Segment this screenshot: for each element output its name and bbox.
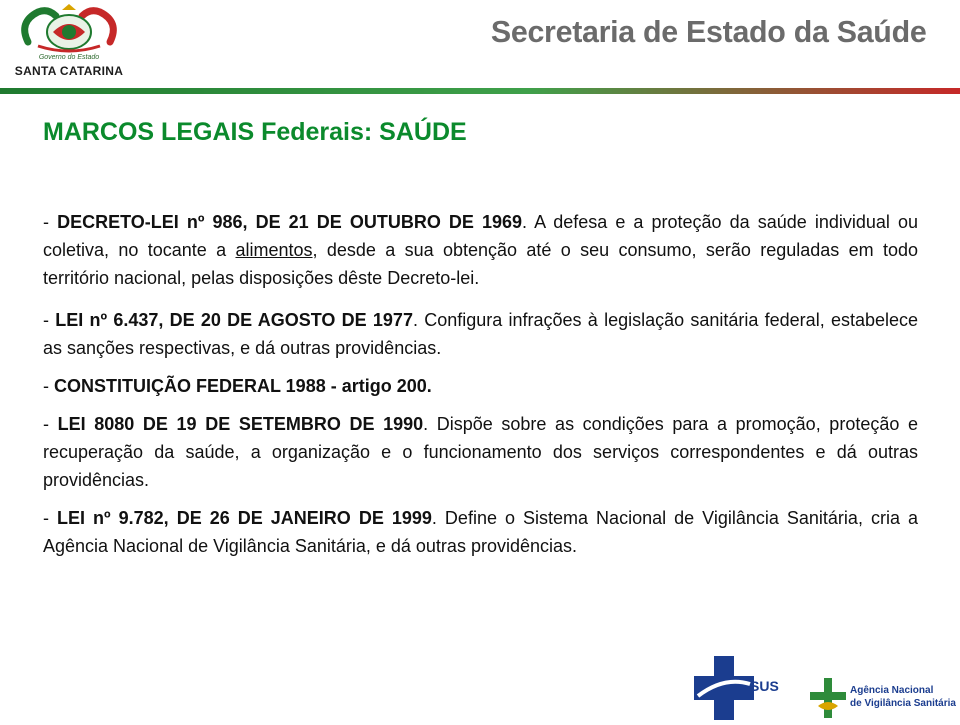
law-reference: LEI nº 6.437, DE 20 DE AGOSTO DE 1977 (55, 310, 413, 330)
sus-cross-icon (694, 656, 754, 720)
item-prefix: - (43, 414, 58, 434)
legal-item (43, 208, 918, 292)
law-reference: CONSTITUIÇÃO FEDERAL 1988 - artigo 200. (54, 376, 432, 396)
legal-item (43, 504, 918, 560)
law-description: . A defesa e a proteção da saúde individual ou coletiva, no tocante a (43, 212, 919, 260)
anvisa-logo (808, 676, 848, 720)
law-reference: LEI 8080 DE 19 DE SETEMBRO DE 1990 (57, 414, 424, 434)
santa-catarina-emblem-icon (8, 2, 130, 56)
anvisa-name (850, 684, 956, 710)
anvisa-line-2: de Vigilância Sanitária (850, 698, 956, 709)
header-divider (0, 88, 960, 94)
item-prefix: - (43, 376, 54, 396)
law-description: . Define o Sistema Nacional de Vigilância Sanitária, cria a Agência Nacional de Vigilância Sanitária, e dá outras providências. (43, 508, 918, 556)
logo-caption-government: Governo do Estado (38, 54, 100, 61)
anvisa-line-1: Agência Nacional (850, 685, 934, 696)
law-reference: LEI nº 9.782, DE 26 DE JANEIRO DE 1999 (57, 508, 432, 528)
santa-catarina-logo (8, 2, 130, 86)
anvisa-emblem-icon (808, 676, 848, 720)
law-reference: DECRETO-LEI nº 986, DE 21 DE OUTUBRO DE 1969 (57, 212, 523, 232)
legal-list (43, 208, 918, 570)
law-description: . Dispõe sobre as condições para a promoção, proteção e recuperação da saúde, a organização e o funcionamento dos serviços correspondentes e dá outras providências. (43, 414, 918, 490)
underlined-term: alimentos (235, 240, 313, 260)
item-prefix: - (43, 508, 58, 528)
item-prefix: - (43, 310, 56, 330)
law-description: . Configura infrações à legislação sanitária federal, estabelece as sanções respectivas, e dá outras providências. (43, 310, 919, 358)
sus-label: SUS (750, 678, 779, 694)
slide-title: MARCOS LEGAIS Federais: SAÚDE (43, 118, 467, 146)
legal-item (43, 306, 918, 362)
legal-item (43, 372, 918, 400)
item-prefix: - (43, 212, 58, 232)
header (0, 0, 960, 92)
header-title: Secretaria de Estado da Saúde (490, 14, 926, 49)
sus-logo (694, 656, 794, 720)
law-description-continued: , desde a sua obtenção até o seu consumo, serão reguladas em todo território nacional, pelas disposições dêste Decreto-lei. (43, 240, 918, 288)
logo-caption-state: SANTA CATARINA (14, 64, 124, 78)
legal-item (43, 410, 918, 494)
